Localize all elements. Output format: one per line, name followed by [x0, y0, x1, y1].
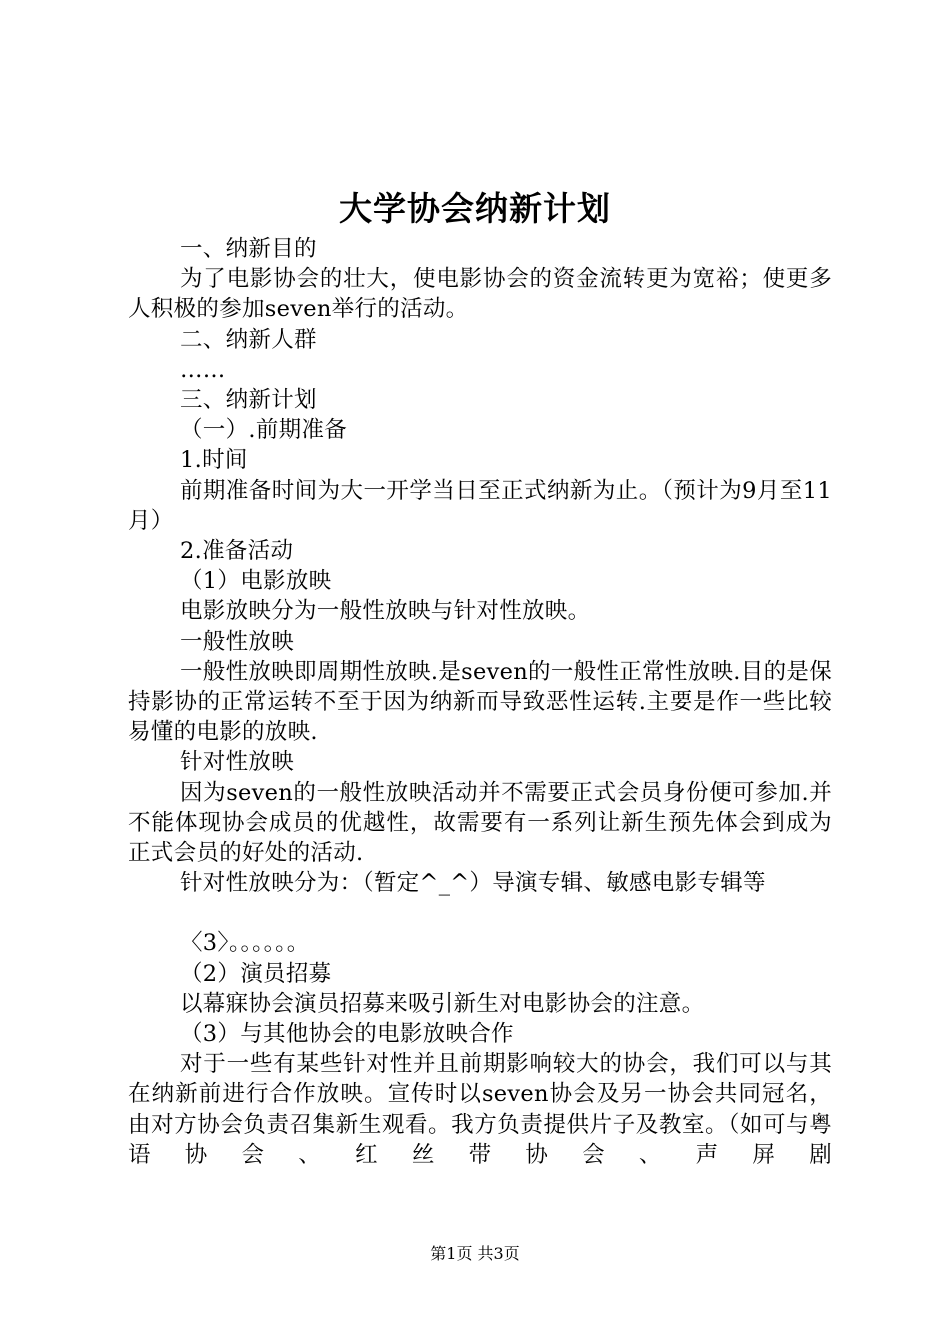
document-body [128, 234, 832, 1170]
item-actor-recruitment: （2）演员招募 [180, 960, 332, 987]
paragraph-targeted-types: 针对性放映分为：（暂定^_^）导演专辑、敏感电影专辑等 [180, 870, 766, 897]
section-heading-purpose: 一、纳新目的 [180, 236, 317, 262]
page-footer: 第1页 共3页 [430, 1244, 520, 1263]
section-heading-plan: 三、纳新计划 [180, 387, 317, 414]
subheading-preparation: （一）.前期准备 [180, 417, 348, 444]
item-film-screening: （1）电影放映 [180, 568, 332, 595]
heading-general-screening: 一般性放映 [180, 628, 295, 655]
paragraph-actor-recruitment: 以幕寐协会演员招募来吸引新生对电影协会的注意。 [180, 990, 705, 1017]
paragraph-targeted-screening: 因为seven的一般性放映活动并不需要正式会员身份便可参加.并不能体现协会成员的优越性，故需要有一系列让新生预先体会到成为正式会员的好处的活动. [128, 779, 832, 867]
item-activities: 2.准备活动 [180, 538, 294, 565]
item-cooperation: （3）与其他协会的电影放映合作 [180, 1021, 514, 1048]
paragraph-general-screening: 一般性放映即周期性放映.是seven的一般性正常性放映.目的是保持影协的正常运转不至于因为纳新而导致恶性运转.主要是作一些比较易懂的电影的放映. [128, 658, 832, 746]
section-heading-target-group: 二、纳新人群 [180, 326, 317, 353]
paragraph-screening-types: 电影放映分为一般性放映与针对性放映。 [180, 598, 591, 625]
document-title: 大学协会纳新计划 [339, 189, 611, 228]
paragraph-cooperation: 对于一些有某些针对性并且前期影响较大的协会，我们可以与其在纳新前进行合作放映。宣传时以seven协会及另一协会共同冠名，由对方协会负责召集新生观看。我方负责提供片子及教室。（如可与粤语协会、红丝带协会、声屏剧 [128, 1051, 832, 1168]
paragraph-purpose: 为了电影协会的壮大，使电影协会的资金流转更为宽裕；使更多人积极的参加seven举行的活动。 [128, 266, 832, 323]
item-3-placeholder: 〈3〉。。。。。。 [180, 930, 310, 957]
paragraph-time: 前期准备时间为大一开学当日至正式纳新为止。（预计为9月至11月） [128, 477, 832, 534]
blank-line [128, 898, 832, 928]
paragraph-ellipsis: …… [180, 356, 226, 383]
item-time: 1.时间 [180, 447, 248, 474]
heading-targeted-screening: 针对性放映 [180, 749, 295, 776]
